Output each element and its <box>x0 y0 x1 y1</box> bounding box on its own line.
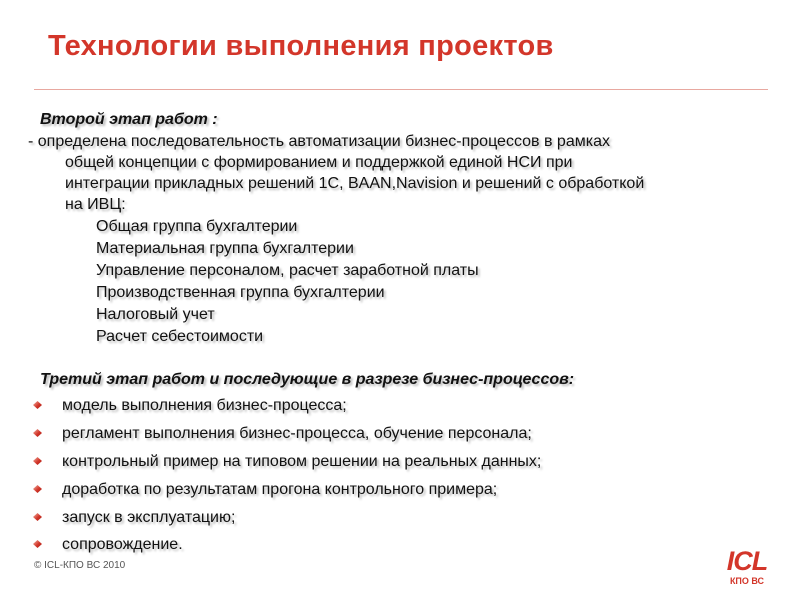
stage2-item: Налоговый учет <box>96 306 215 323</box>
stage2-line-1: - определена последовательность автоматизации бизнес-процессов в рамках <box>28 133 610 150</box>
stage2-item: Общая группа бухгалтерии <box>96 218 298 235</box>
icl-logo <box>724 546 770 592</box>
bullet-icon <box>33 540 42 548</box>
stage2-item: Производственная группа бухгалтерии <box>96 284 385 301</box>
logo-main-text: ICL <box>726 546 768 576</box>
stage2-item: Управление персоналом, расчет заработной платы <box>96 262 479 279</box>
copyright-text: © ICL-КПО ВС 2010 <box>34 560 126 571</box>
stage3-bullet-item: регламент выполнения бизнес-процесса, обучение персонала; <box>62 425 532 442</box>
stage2-item: Расчет себестоимости <box>96 328 264 345</box>
bullet-icon <box>33 401 42 409</box>
stage3-heading: Третий этап работ и последующие в разрезе бизнес-процессов: <box>40 371 575 388</box>
stage3-bullet-item: доработка по результатам прогона контрольного примера; <box>62 481 498 498</box>
slide-title: Технологии выполнения проектов <box>48 30 554 62</box>
stage2-item: Материальная группа бухгалтерии <box>96 240 354 257</box>
bullet-icon <box>33 429 42 437</box>
stage2-line-4: на ИВЦ: <box>65 196 126 213</box>
stage2-line-2: общей концепции с формированием и поддержкой единой НСИ при <box>65 154 573 171</box>
stage2-line-3: интеграции прикладных решений 1С, BAAN,Navision и решений с обработкой <box>65 175 645 192</box>
stage3-bullet-item: модель выполнения бизнес-процесса; <box>62 397 347 414</box>
stage3-bullet-item: запуск в эксплуатацию; <box>62 509 236 526</box>
bullet-icon <box>33 457 42 465</box>
bullet-icon <box>33 513 42 521</box>
title-divider <box>34 89 768 90</box>
stage2-heading: Второй этап работ : <box>40 111 218 128</box>
logo-sub-text: КПО ВС <box>729 576 765 586</box>
stage3-bullet-item: сопровождение. <box>62 536 183 553</box>
stage3-bullet-item: контрольный пример на типовом решении на реальных данных; <box>62 453 542 470</box>
bullet-icon <box>33 485 42 493</box>
